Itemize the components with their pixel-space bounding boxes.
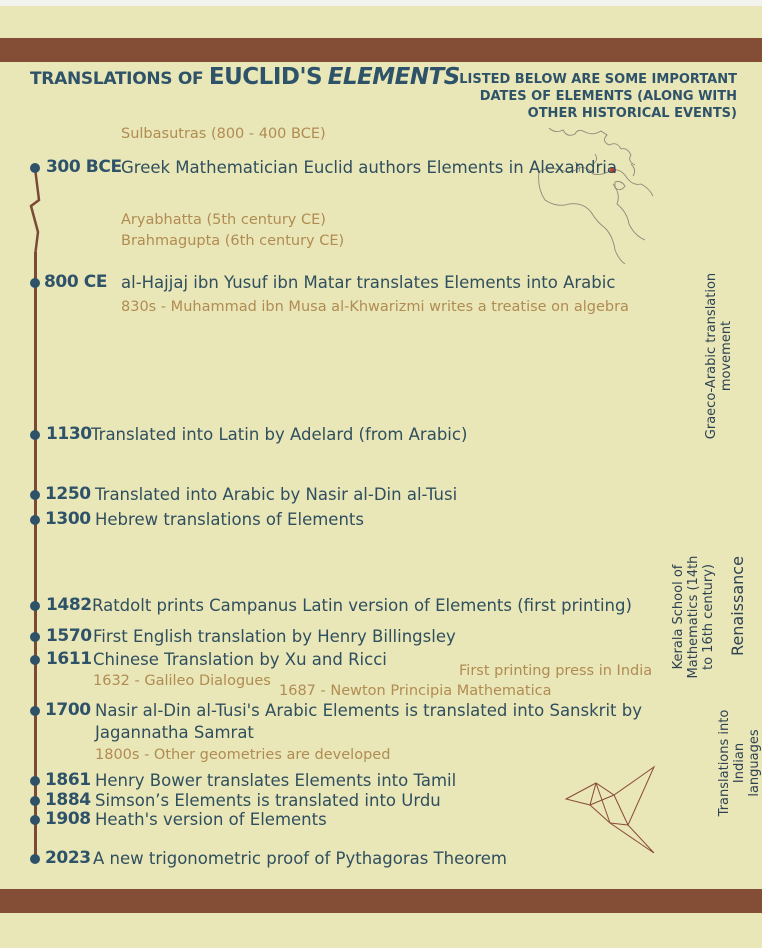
- timeline-dot: [30, 854, 40, 864]
- timeline-dot: [30, 796, 40, 806]
- timeline-line: [34, 166, 37, 859]
- note-khwarizmi: 830s - Muhammad ibn Musa al-Khwarizmi writes a treatise on algebra: [121, 299, 629, 315]
- timeline-event: Henry Bower translates Elements into Tamil: [95, 771, 457, 790]
- timeline-event: A new trigonometric proof of Pythagoras Theorem: [93, 849, 507, 868]
- timeline-dot: [30, 163, 40, 173]
- timeline-event: Translated into Arabic by Nasir al-Din al-Tusi: [95, 485, 458, 504]
- timeline-event: Translated into Latin by Adelard (from Arabic): [91, 425, 468, 444]
- timeline-dot: [30, 515, 40, 525]
- timeline-dot: [30, 655, 40, 665]
- top-band: [0, 38, 762, 62]
- timeline-event: Ratdolt prints Campanus Latin version of Elements (first printing): [92, 596, 632, 615]
- timeline-dot: [30, 815, 40, 825]
- note-galileo: 1632 - Galileo Dialogues: [93, 673, 271, 689]
- timeline-year: 1300: [45, 509, 91, 529]
- period-renaissance: Renaissance: [728, 556, 747, 656]
- page-title: [30, 64, 460, 90]
- period-kerala-school: Kerala School of Mathematics (14th to 16th century): [671, 555, 716, 679]
- timeline-event: Nasir al-Din al-Tusi's Arabic Elements is translated into Sanskrit by: [95, 701, 642, 720]
- timeline-dot: [30, 278, 40, 288]
- timeline-year: 300 BCE: [46, 157, 122, 177]
- timeline-event-continued: Jagannatha Samrat: [95, 723, 254, 742]
- map-icon: [535, 124, 665, 264]
- timeline-dot: [30, 706, 40, 716]
- timeline-dot: [30, 490, 40, 500]
- timeline-dot: [30, 632, 40, 642]
- timeline-year: 2023: [45, 848, 91, 868]
- timeline-year: 1130: [46, 424, 92, 444]
- note-printing-press: First printing press in India: [459, 663, 653, 679]
- origami-bird-icon: [562, 765, 658, 857]
- timeline-event: Simson’s Elements is translated into Urdu: [95, 791, 441, 810]
- timeline-year: 1570: [46, 626, 92, 646]
- timeline-event: al-Hajjaj ibn Yusuf ibn Matar translates Elements into Arabic: [121, 273, 616, 292]
- bottom-band: [0, 889, 762, 913]
- note-sulbasutras: Sulbasutras (800 - 400 BCE): [121, 126, 326, 142]
- timeline-event: First English translation by Henry Billingsley: [93, 627, 456, 646]
- title-main: EUCLID'S: [208, 64, 323, 90]
- timeline-event: Heath's version of Elements: [95, 810, 327, 829]
- timeline-year: 1861: [45, 770, 91, 790]
- title-italic: ELEMENTS: [327, 64, 460, 90]
- note-geometries: 1800s - Other geometries are developed: [95, 747, 391, 763]
- title-prefix: TRANSLATIONS OF: [30, 69, 204, 89]
- timeline-year: 1700: [45, 700, 91, 720]
- timeline-event: Greek Mathematician Euclid authors Elements in Alexandria: [121, 158, 617, 177]
- timeline-break-icon: [22, 172, 52, 252]
- note-newton: 1687 - Newton Principia Mathematica: [279, 683, 552, 699]
- period-graeco-arabic: Graeco-Arabic translation movement: [704, 272, 734, 440]
- timeline-event: Hebrew translations of Elements: [95, 510, 364, 529]
- top-frame: [0, 0, 762, 6]
- timeline-event: Chinese Translation by Xu and Ricci: [93, 650, 387, 669]
- timeline-dot: [30, 601, 40, 611]
- timeline-year: 1250: [45, 484, 91, 504]
- timeline-year: 1884: [45, 790, 91, 810]
- intro-text: LISTED BELOW ARE SOME IMPORTANT DATES OF ELEMENTS (ALONG WITH OTHER HISTORICAL EVENTS): [459, 72, 737, 121]
- timeline-year: 800 CE: [44, 272, 108, 292]
- note-brahmagupta: Brahmagupta (6th century CE): [121, 233, 345, 249]
- period-indian-languages: Translations into Indian languages: [717, 709, 762, 817]
- timeline-dot: [30, 430, 40, 440]
- timeline-year: 1611: [46, 649, 92, 669]
- timeline-year: 1482: [46, 595, 92, 615]
- timeline-year: 1908: [45, 809, 91, 829]
- note-aryabhatta: Aryabhatta (5th century CE): [121, 212, 326, 228]
- timeline-dot: [30, 776, 40, 786]
